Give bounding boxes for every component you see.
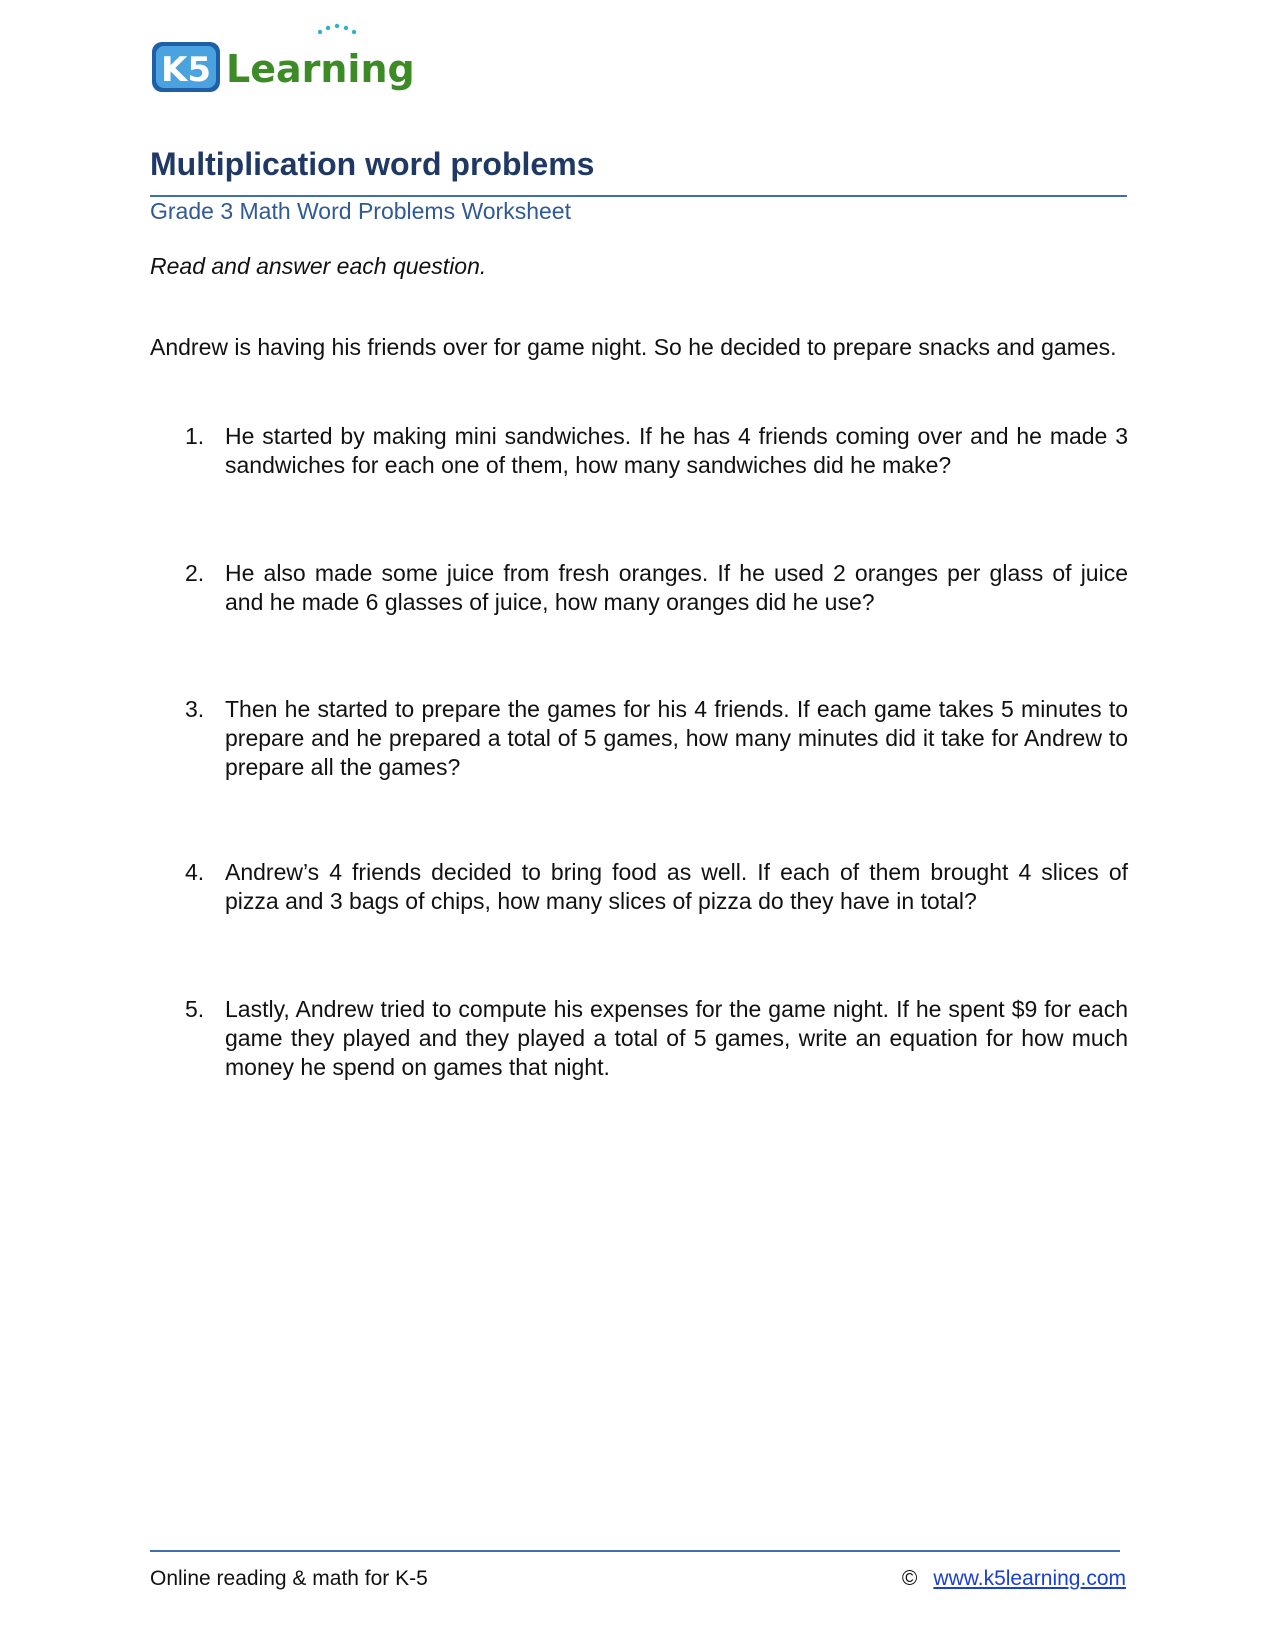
question-number: 2. xyxy=(185,560,205,586)
question-number: 1. xyxy=(185,423,205,449)
question-text: Andrew’s 4 friends decided to bring food as well. If each of them brought 4 slices of pizza and 3 bags of chips, how many slices of pizza do they have in total? xyxy=(225,859,1128,914)
question-number: 3. xyxy=(185,696,205,722)
question-text: He also made some juice from fresh oranges. If he used 2 oranges per glass of juice and he made 6 glasses of juice, how many oranges did he use? xyxy=(225,560,1128,615)
logo-k5-text: K5 xyxy=(160,50,212,90)
logo-graphic xyxy=(150,22,420,102)
question-text: Then he started to prepare the games for his 4 friends. If each game takes 5 minutes to prepare and he prepared a total of 5 games, how many minutes did it take for Andrew to prepare all the games? xyxy=(225,696,1128,780)
title-divider xyxy=(150,195,1127,197)
k5-learning-logo xyxy=(150,22,420,102)
instructions: Read and answer each question. xyxy=(150,253,487,279)
question-text: He started by making mini sandwiches. If he has 4 friends coming over and he made 3 sandwiches for each one of them, how many sandwiches did he make? xyxy=(225,423,1128,478)
question-number: 4. xyxy=(185,859,205,885)
footer-divider xyxy=(150,1550,1120,1552)
copyright-symbol: © xyxy=(901,1567,918,1590)
question-number: 5. xyxy=(185,996,205,1022)
logo-brand-text: Learning xyxy=(226,47,415,91)
question-text: Lastly, Andrew tried to compute his expenses for the game night. If he spent $9 for each game they played and they played a total of 5 games, write an equation for how much money he spend on games that night. xyxy=(225,996,1128,1080)
intro-paragraph: Andrew is having his friends over for game night. So he decided to prepare snacks and games. xyxy=(150,334,1117,360)
question-4 xyxy=(185,858,1128,916)
footer-link-group xyxy=(902,1567,1126,1591)
question-2 xyxy=(185,559,1128,617)
page-subtitle: Grade 3 Math Word Problems Worksheet xyxy=(150,198,571,224)
footer-tagline: Online reading & math for K-5 xyxy=(150,1567,428,1590)
website-link[interactable]: www.k5learning.com xyxy=(933,1567,1126,1590)
question-3 xyxy=(185,695,1128,782)
question-5 xyxy=(185,995,1128,1082)
question-1 xyxy=(185,422,1128,480)
page-title: Multiplication word problems xyxy=(150,146,595,182)
